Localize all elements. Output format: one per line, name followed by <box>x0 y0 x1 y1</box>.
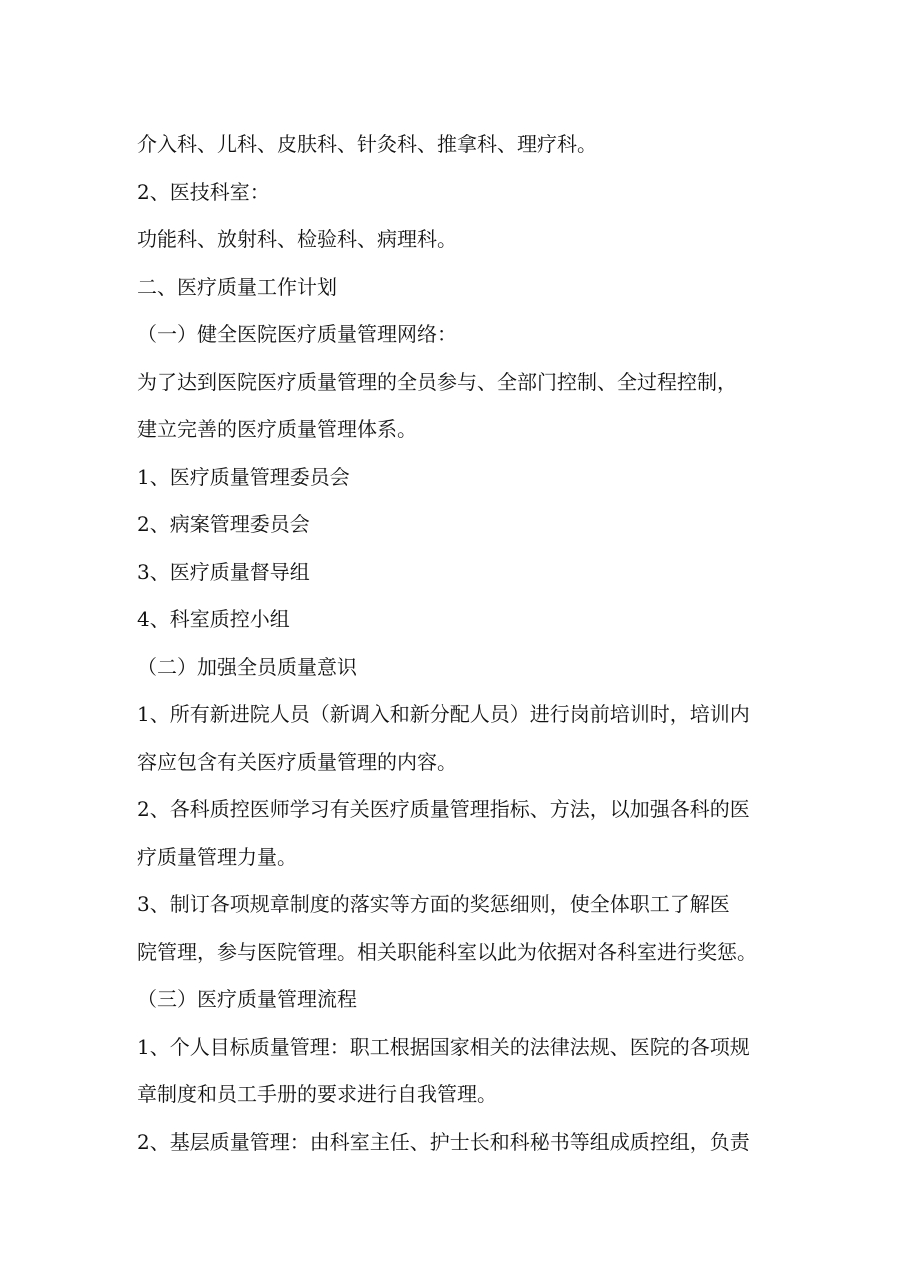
list-item: 3、医疗质量督导组 <box>137 559 310 584</box>
paragraph-line: 介入科、儿科、皮肤科、针灸科、推拿科、理疗科。 <box>137 132 597 156</box>
paragraph-line: 功能科、放射科、检验科、病理科。 <box>137 227 457 251</box>
list-item: 3、制订各项规章制度的落实等方面的奖惩细则，使全体职工了解医 <box>137 892 730 916</box>
paragraph-line: 章制度和员工手册的要求进行自我管理。 <box>137 1082 497 1106</box>
subsection-heading: （一）健全医院医疗质量管理网络： <box>137 322 457 346</box>
paragraph-line: 院管理，参与医院管理。相关职能科室以此为依据对各科室进行奖惩。 <box>137 939 757 964</box>
subsection-heading: （三）医疗质量管理流程 <box>137 987 357 1011</box>
list-item: 4、科室质控小组 <box>137 607 290 631</box>
list-item: 1、所有新进院人员（新调入和新分配人员）进行岗前培训时，培训内 <box>137 702 750 726</box>
subsection-heading: （二）加强全员质量意识 <box>137 654 357 679</box>
paragraph-line: 建立完善的医疗质量管理体系。 <box>137 417 417 441</box>
list-item: 2、病案管理委员会 <box>137 512 310 536</box>
paragraph-line: 疗质量管理力量。 <box>137 844 297 869</box>
document-body <box>137 124 797 1169</box>
list-item: 2、基层质量管理：由科室主任、护士长和科秘书等组成质控组，负责 <box>137 1129 750 1154</box>
paragraph-line: 容应包含有关医疗质量管理的内容。 <box>137 749 457 774</box>
section-heading: 二、医疗质量工作计划 <box>137 274 337 299</box>
list-item: 2、各科质控医师学习有关医疗质量管理指标、方法，以加强各科的医 <box>137 797 750 821</box>
list-item: 1、医疗质量管理委员会 <box>137 464 350 489</box>
list-item: 2、医技科室： <box>137 179 270 204</box>
paragraph-line: 为了达到医院医疗质量管理的全员参与、全部门控制、全过程控制， <box>137 369 737 394</box>
list-item: 1、个人目标质量管理：职工根据国家相关的法律法规、医院的各项规 <box>137 1034 750 1059</box>
